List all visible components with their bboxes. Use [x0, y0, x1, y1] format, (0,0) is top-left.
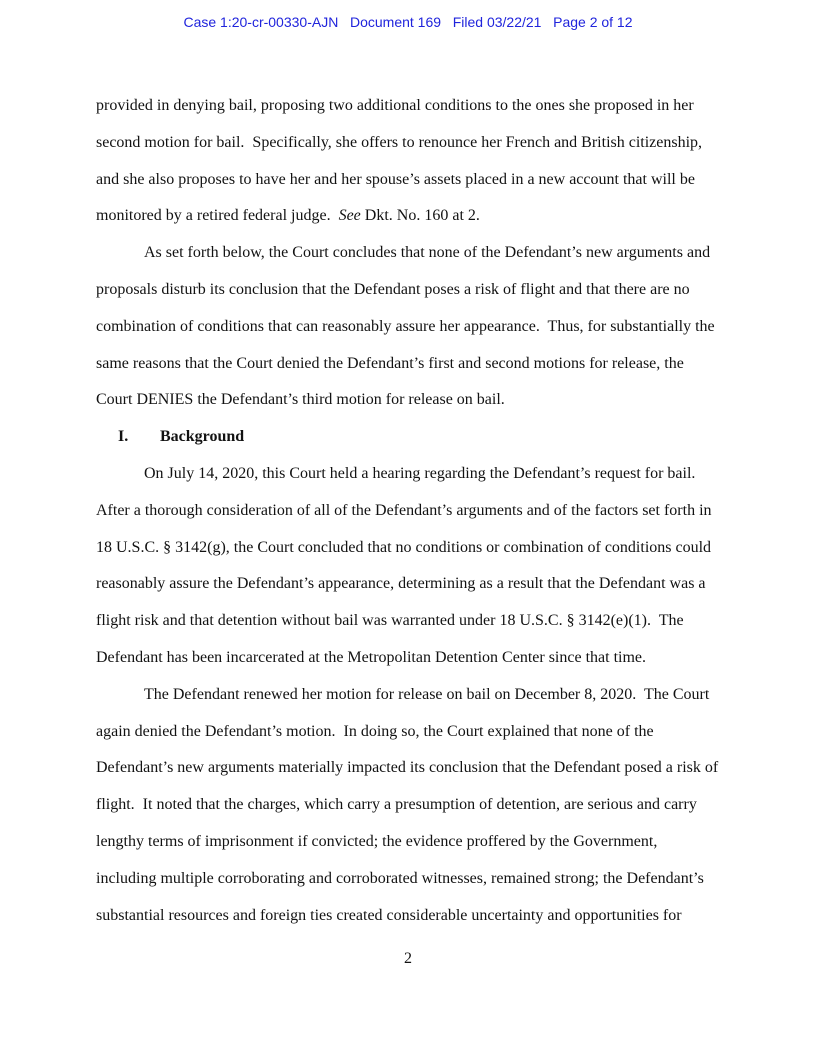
- citation-signal-italic: See: [338, 207, 361, 225]
- ecf-header-stamp: Case 1:20-cr-00330-AJN Document 169 Filed 03/22/21 Page 2 of 12: [183, 14, 633, 30]
- paragraph-conclusion: As set forth below, the Court concludes that none of the Defendant’s new arguments and proposals disturb its conclusion that the Defendant poses a risk of flight and that there are no combination of conditions that can reasonably assure her appearance. Thus, for substantially the same reasons that the Court denied the Defendant’s first and second motions for release, the Court DENIES the Defendant’s third motion for release on bail.: [96, 244, 719, 409]
- paragraph-text: provided in denying bail, proposing two additional conditions to the ones she proposed in her second motion for bail. Specifically, she offers to renounce her French and British citizenship, and she also proposes to have her and her spouse’s assets placed in a new account that will be monitored by a retired federal judge.: [96, 97, 707, 225]
- section-heading-background: [96, 419, 720, 456]
- paragraph-renewed-motion: The Defendant renewed her motion for release on bail on December 8, 2020. The Court again denied the Defendant’s motion. In doing so, the Court explained that none of the Defendant’s new arguments materially impacted its conclusion that the Defendant posed a risk of flight. It noted that the charges, which carry a presumption of detention, are serious and carry lengthy terms of imprisonment if convicted; the evidence proffered by the Government, including multiple corroborating and corroborated witnesses, remained strong; the Defendant’s substantial resources and foreign ties created considerable uncertainty and opportunities for: [96, 685, 723, 924]
- document-body: [96, 88, 723, 934]
- page-number: 2: [404, 950, 412, 967]
- section-number: I.: [118, 428, 129, 446]
- section-title: Background: [160, 428, 245, 446]
- paragraph-continuation: [96, 88, 720, 235]
- citation-text: Dkt. No. 160 at 2.: [360, 207, 480, 225]
- paragraph-july-hearing: On July 14, 2020, this Court held a hearing regarding the Defendant’s request for bail. After a thorough consideration of all of the Defendant’s arguments and of the factors set forth in 18 U.S.C. § 3142(g), the Court concluded that no conditions or combination of conditions could reasonably assure the Defendant’s appearance, determining as a result that the Defendant was a flight risk and that detention without bail was warranted under 18 U.S.C. § 3142(e)(1). The Defendant has been incarcerated at the Metropolitan Detention Center since that time.: [96, 464, 716, 666]
